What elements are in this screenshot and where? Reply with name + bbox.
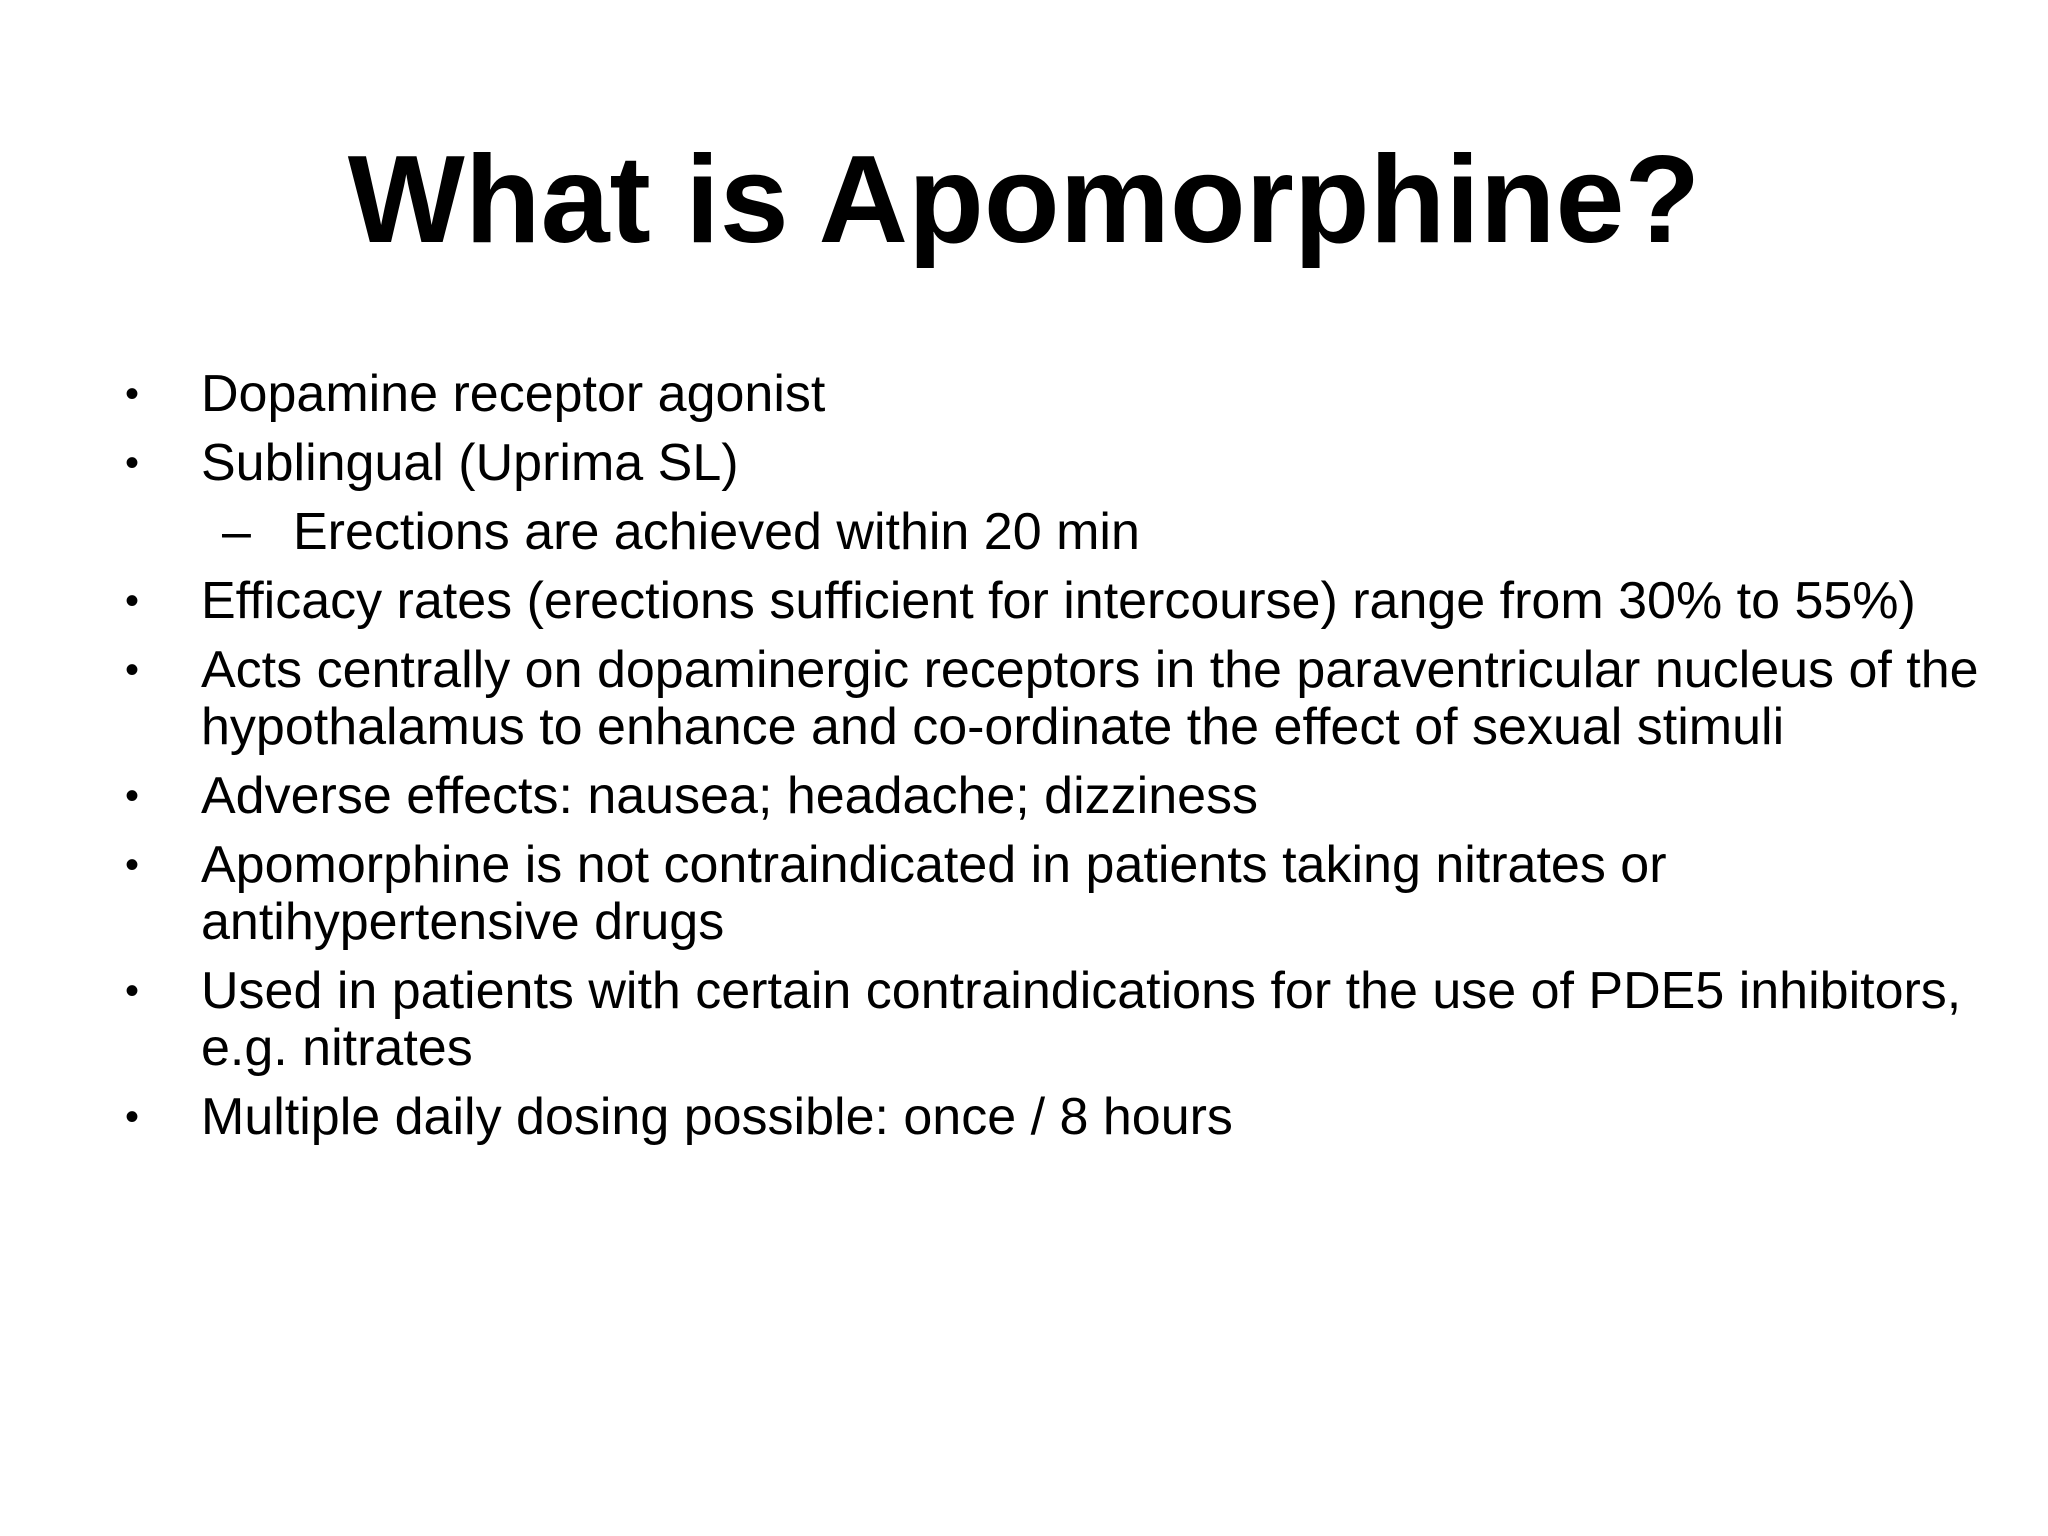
bullet-marker: • — [125, 1095, 140, 1139]
bullet-list — [0, 366, 2048, 1158]
bullet-item — [0, 1089, 2048, 1146]
bullet-text: Multiple daily dosing possible: once / 8 hours — [201, 1088, 1233, 1146]
bullet-marker: • — [125, 648, 140, 692]
sub-bullet-item — [0, 504, 2048, 561]
bullet-item — [0, 837, 2048, 951]
bullet-item — [0, 768, 2048, 825]
bullet-item — [0, 642, 2048, 756]
bullet-text: Erections are achieved within 20 min — [293, 503, 1140, 561]
bullet-marker: • — [125, 441, 140, 485]
bullet-marker: • — [125, 969, 140, 1013]
bullet-text: Dopamine receptor agonist — [201, 365, 826, 423]
bullet-marker: • — [125, 843, 140, 887]
bullet-text: Acts centrally on dopaminergic receptors in the paraventricular nucleus of the hypothalamus to enhance and co-ordinate the effect of sexual stimuli — [201, 641, 1979, 756]
bullet-text: Efficacy rates (erections sufficient for intercourse) range from 30% to 55%) — [201, 572, 1916, 630]
bullet-text: Used in patients with certain contraindications for the use of PDE5 inhibitors, e.g. nitrates — [201, 962, 1962, 1077]
bullet-marker: • — [125, 579, 140, 623]
bullet-text: Apomorphine is not contraindicated in patients taking nitrates or antihypertensive drugs — [201, 836, 1667, 951]
bullet-marker: • — [125, 372, 140, 416]
bullet-item — [0, 963, 2048, 1077]
dash-marker: – — [222, 503, 251, 561]
slide-title: What is Apomorphine? — [347, 131, 1701, 269]
bullet-marker: • — [125, 774, 140, 818]
bullet-text: Adverse effects: nausea; headache; dizziness — [201, 767, 1259, 825]
bullet-item — [0, 573, 2048, 630]
bullet-item — [0, 366, 2048, 423]
bullet-item — [0, 435, 2048, 492]
bullet-text: Sublingual (Uprima SL) — [201, 434, 739, 492]
